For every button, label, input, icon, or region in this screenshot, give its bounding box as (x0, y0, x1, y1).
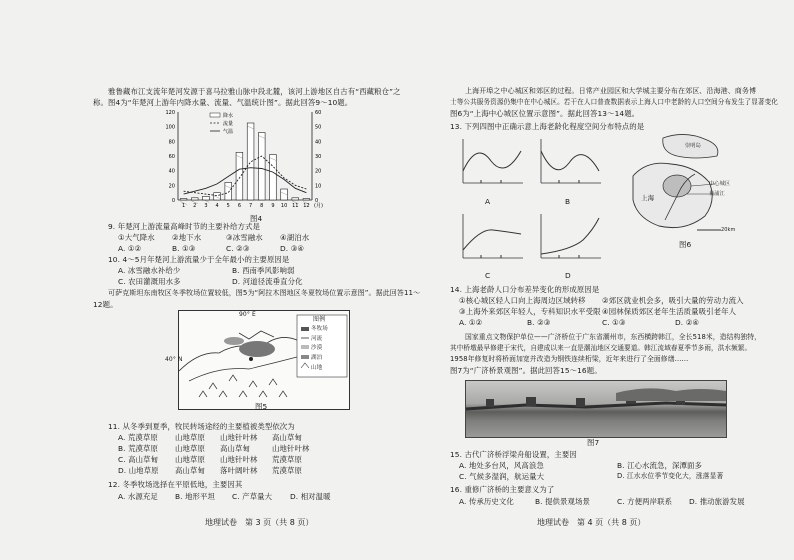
q11-c-4: 荒漠草原 (272, 455, 302, 464)
q11-b-3: 高山草甸 (220, 444, 250, 453)
q16-answer-a[interactable]: A. 传承历史文化 (459, 497, 514, 506)
question-12-stem: 12. 冬季牧场选择在平原低地，主要因其 (108, 480, 243, 489)
page-footer-right: 地理试卷 第 4 页（共 8 页） (537, 518, 646, 527)
r-intro-line-3: 图6为“上海中心城区位置示意图”。据此回答13～14题。 (450, 109, 640, 118)
x-unit-label: (月) (314, 203, 323, 209)
precip-bar (203, 196, 210, 200)
q11-b-1: B. 荒漠草原 (118, 444, 159, 453)
map-label-chongming: 崇明岛 (685, 143, 701, 149)
r-intro-line-2: 士等公共服务资源仍集中在中心城区。若干在人口普查数据表示上海人口中老龄的人口空间分布发生了显著变化 (450, 98, 778, 106)
graph-d[interactable] (537, 210, 603, 268)
r-intro2-line-3: 1958年修复时将桥面加宽并改造为钢铁连续桁梁，近年来进行了全面修缮…… (450, 355, 689, 363)
r-intro2-line-2: 其中桥墩最早修建于宋代，自建成以来一直是潮汕地区交通要道。韩江流域春夏季节多雨，洪水频繁。 (450, 344, 752, 352)
question-16-stem: 16. 重修广济桥的主要意义为了 (450, 485, 555, 494)
figure-7-photo (465, 380, 727, 438)
right-tick-label: 0 (315, 198, 319, 204)
q11-a-2: 山地草原 (175, 433, 205, 442)
q11-a-1: A. 荒漠草原 (118, 433, 158, 442)
q10-answer-c[interactable]: C. 农田灌溉用水多 (118, 277, 181, 286)
q11-b-2: 山地草原 (175, 444, 205, 453)
figure-5-map (178, 310, 350, 410)
left-tick-label: 80 (168, 139, 175, 146)
graph-c-label: C (485, 271, 491, 280)
intro2-line-2: 12题。 (93, 300, 118, 309)
q14-option-1: ①核心城区轻人口向上海周边区域转移 (459, 296, 586, 305)
q10-answer-b[interactable]: B. 西南季风影响弱 (232, 266, 295, 275)
r-intro2-line-1: 国家重点文物保护单位——广济桥位于广东省潮州市，东西横跨韩江，全长518米，造结构独特， (465, 333, 762, 341)
q14-answer-d[interactable]: D. ②④ (675, 318, 700, 327)
question-15-stem: 15. 古代广济桥浮梁舟船设置，主要因 (450, 450, 577, 459)
q16-answer-b[interactable]: B. 提供景观场景 (535, 497, 591, 506)
x-tick-label: 4 (215, 203, 219, 209)
left-tick-label: 40 (168, 168, 175, 175)
legend-mountain: 山地 (311, 365, 323, 371)
right-tick-label: 30 (315, 154, 322, 160)
x-tick-label: 7 (248, 203, 253, 209)
graph-b-label: B (565, 197, 571, 206)
legend-precip-swatch (210, 113, 220, 117)
r-intro2-line-4: 图7为“广济桥景观图”。据此回答15～16题。 (450, 366, 602, 375)
q16-answer-c[interactable]: C. 方便两岸联系 (617, 497, 673, 506)
map-scale: 20km (721, 227, 736, 233)
x-tick-label: 12 (303, 203, 310, 209)
legend-temp-label: 气温 (223, 129, 234, 135)
legend-lake: 湖泊 (311, 355, 323, 361)
q14-option-2: ②郊区就业机会多，吸引大量的劳动力流入 (602, 296, 744, 305)
q14-answer-a[interactable]: A. ①② (459, 318, 483, 327)
figure-4-caption: 图4 (250, 214, 263, 223)
bridge-photo (466, 381, 726, 437)
graph-c[interactable] (459, 210, 525, 268)
left-tick-label: 120 (165, 110, 175, 116)
right-tick-label: 60 (315, 110, 322, 116)
q11-c-2: 山地草原 (175, 455, 205, 464)
q10-answer-a[interactable]: A. 冰雪融水补给少 (118, 266, 181, 275)
x-tick-label: 11 (292, 203, 299, 209)
question-14-stem: 14. 上海老龄人口分布差异变化的形成原因是 (450, 285, 600, 294)
legend-desert: 沙漠 (311, 345, 323, 351)
figure-5-caption: 图5 (255, 402, 268, 411)
legend-title: 图例 (313, 316, 326, 323)
q10-answer-d[interactable]: D. 河道径流垂直分化 (232, 277, 303, 286)
q11-a-4: 高山草甸 (272, 433, 302, 442)
q11-c-3: 山地针叶林 (220, 455, 258, 464)
x-tick-label: 6 (237, 203, 242, 209)
climate-hydrograph (150, 108, 340, 213)
r-intro-line-1: 上海开埠之中心城区和郊区的过程。日常产业园区和大学城主要分布在郊区、沿海港、商务博 (465, 87, 757, 95)
q14-option-3: ③上海外来郊区年轻人，专科知识水平受限 (459, 307, 601, 316)
precip-bar (214, 193, 221, 200)
q15-answer-a[interactable]: A. 地处多台风，风高浪急 (459, 461, 544, 470)
graph-b-curve (537, 135, 603, 193)
question-9-stem: 9. 年楚河上游流量高峰时节的主要补给方式是 (108, 222, 261, 231)
precip-bar (292, 198, 299, 200)
q11-a-3: 山地针叶林 (220, 433, 258, 442)
q9-answer-a[interactable]: A. ①② (118, 244, 142, 253)
graph-c-curve (459, 210, 525, 268)
q9-option-1: ①大气降水 (118, 233, 155, 242)
x-tick-label: 3 (204, 203, 208, 209)
x-tick-label: 5 (226, 203, 230, 209)
precip-bar (191, 198, 198, 200)
q11-d-1: D. 山地草原 (118, 466, 159, 475)
legend-flow-label: 流量 (223, 121, 234, 127)
q11-d-3: 落叶阔叶林 (220, 466, 258, 475)
precip-bar (258, 133, 265, 200)
q12-answer-a[interactable]: A. 水源充足 (118, 492, 158, 501)
x-tick-label: 2 (193, 203, 197, 209)
map-label-huangpu: 黄浦江 (709, 191, 725, 197)
precip-bar (303, 199, 310, 200)
intro-line-1: 雅鲁藏布江支流年楚河发源于喜马拉雅山脉中段北麓，该河上游地区自古有“西藏粮仓”之 (108, 87, 401, 96)
right-tick-label: 10 (315, 183, 322, 190)
question-13-stem: 13. 下列四图中正确示意上海老龄化程度空间分布特点的是 (450, 122, 645, 131)
legend-precip-label: 降水 (223, 113, 234, 119)
temperature-line (184, 168, 307, 194)
q11-d-4: 荒漠草原 (272, 466, 302, 475)
graph-a-label: A (485, 197, 491, 206)
legend-winter-pasture: 冬牧场 (311, 326, 328, 332)
left-tick-label: 100 (165, 124, 175, 131)
figure-4-chart (150, 108, 340, 213)
right-tick-label: 20 (315, 168, 322, 175)
q9-answer-b[interactable]: B. ①③ (172, 244, 196, 253)
q16-answer-d[interactable]: D. 推动旅游发展 (689, 497, 745, 506)
q9-option-2: ②地下水 (172, 233, 202, 242)
left-tick-label: 20 (168, 183, 175, 190)
right-tick-label: 50 (315, 124, 322, 131)
precip-bar (247, 123, 254, 200)
q15-answer-b[interactable]: B. 江心水流急，深潭面多 (617, 461, 702, 470)
q12-answer-c[interactable]: C. 产草量大 (232, 492, 273, 501)
x-tick-label: 10 (280, 203, 288, 209)
map-label-shanghai: 上海 (641, 194, 655, 202)
graph-a-curve (459, 135, 525, 193)
graph-d-curve (537, 210, 603, 268)
q9-answer-c[interactable]: C. ②③ (226, 244, 250, 253)
q9-answer-d[interactable]: D. ③④ (280, 244, 305, 253)
q14-answer-b[interactable]: B. ②③ (527, 318, 551, 327)
q12-answer-b[interactable]: B. 地形平坦 (175, 492, 216, 501)
q15-answer-c[interactable]: C. 气候多湿润，航运量大 (459, 472, 545, 481)
x-tick-label: 1 (181, 203, 186, 209)
graph-a[interactable] (459, 135, 525, 193)
figure-6-caption: 图6 (679, 240, 692, 249)
q11-c-1: C. 高山草甸 (118, 455, 159, 464)
question-10-stem: 10. 4～5月年楚河上游流量少于全年最小的主要原因是 (108, 255, 290, 264)
longitude-label: 90° E (239, 311, 256, 318)
intro-line-2: 称。图4为“年楚河上游年内降水量、流量、气温统计图”。据此回答9～10题。 (93, 98, 353, 107)
q11-b-4: 山地针叶林 (272, 444, 310, 453)
figure-7-caption: 图7 (587, 438, 600, 447)
graph-b[interactable] (537, 135, 603, 193)
x-tick-label: 9 (271, 203, 275, 209)
q9-option-4: ④湖泊水 (280, 233, 310, 242)
q15-answer-d[interactable]: D. 江水水位季节变化大，涨落显著 (617, 472, 724, 480)
q14-answer-c[interactable]: C. ①③ (602, 318, 626, 327)
precip-bar (225, 182, 232, 200)
intro2-line-1: 可萨克斯坦东南牧区冬季牧场位置较低，图5为“阿拉木图地区冬夏牧场位置示意图”。据此回答11～ (108, 289, 421, 297)
precip-bar (236, 152, 243, 200)
x-tick-label: 8 (260, 203, 264, 209)
left-tick-label: 60 (168, 154, 175, 160)
legend-river: 河流 (311, 336, 323, 342)
latitude-label: 40° N (165, 356, 183, 363)
precip-bar (180, 199, 187, 200)
precip-bar (270, 155, 277, 200)
page-footer-left: 地理试卷 第 3 页（共 8 页） (205, 518, 314, 527)
question-11-stem: 11. 从冬季到夏季，牧民转场途经的主要植被类型依次为 (108, 422, 295, 431)
exam-page-4 (397, 0, 794, 560)
q11-d-2: 高山草甸 (175, 466, 205, 475)
left-tick-label: 0 (171, 198, 175, 204)
q12-answer-d[interactable]: D. 相对温暖 (290, 492, 331, 501)
q14-option-4: ④园林保质郊区老年生活质量吸引老年人 (602, 307, 737, 316)
graph-d-label: D (565, 271, 571, 280)
q9-option-3: ③冰雪融水 (226, 233, 263, 242)
figure-6-map (625, 130, 735, 240)
map-label-center: 中心城区 (709, 181, 731, 187)
right-tick-label: 40 (315, 139, 322, 146)
